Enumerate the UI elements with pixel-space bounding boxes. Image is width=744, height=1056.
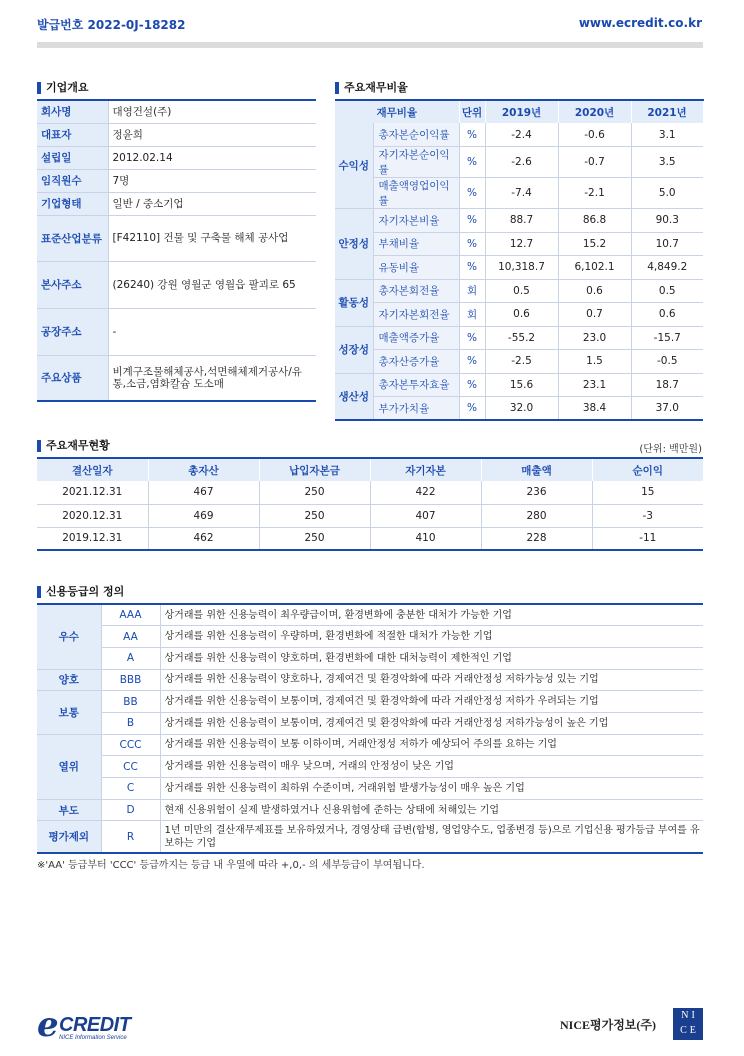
- fin-cell: 467: [148, 481, 259, 504]
- grade-code: BBB: [101, 669, 160, 691]
- fin-cell: 250: [259, 481, 370, 504]
- fin-cell: 422: [370, 481, 481, 504]
- fin-cell: 410: [370, 527, 481, 550]
- logo-subtitle: NICE Information Service: [59, 1035, 127, 1041]
- fin-cell: 250: [259, 527, 370, 550]
- fin-cell: -11: [592, 527, 703, 550]
- company-value: 비계구조물해체공사,석면해체제거공사/유통,소금,염화칼슘 도소매: [108, 355, 316, 401]
- ratio-unit: %: [459, 350, 485, 374]
- ratio-value: 38.4: [558, 397, 631, 421]
- fin-cell: 250: [259, 504, 370, 527]
- grade-description: 상거래를 위한 신용능력이 최우량급이며, 환경변화에 충분한 대처가 가능한 기업: [160, 604, 703, 626]
- table-row: [37, 481, 703, 504]
- grade-description: 상거래를 위한 신용능력이 보통이며, 경제여건 및 환경악화에 따라 거래안정성 저하가 우려되는 기업: [160, 691, 703, 713]
- ratio-value: -2.6: [485, 147, 558, 178]
- ratio-value: -2.4: [485, 123, 558, 147]
- ratio-value: 18.7: [631, 373, 703, 397]
- grade-code: R: [101, 821, 160, 853]
- ratio-value: 12.7: [485, 232, 558, 256]
- fin-cell: 462: [148, 527, 259, 550]
- ratio-value: 88.7: [485, 209, 558, 233]
- grade-description: 상거래를 위한 신용능력이 양호하나, 경제여건 및 환경악화에 따라 거래안정성 저하가능성 있는 기업: [160, 669, 703, 691]
- grade-code: A: [101, 647, 160, 669]
- ratio-value: 15.6: [485, 373, 558, 397]
- ratio-unit: %: [459, 256, 485, 280]
- ratio-value: -0.7: [558, 147, 631, 178]
- ratio-header: 재무비율: [335, 100, 459, 123]
- fin-cell: 407: [370, 504, 481, 527]
- company-key: 기업형태: [37, 192, 108, 215]
- nice-mark-letter: C: [680, 1025, 687, 1036]
- company-key: 주요상품: [37, 355, 108, 401]
- company-value: (26240) 강원 영월군 영월읍 팔괴로 65: [108, 261, 316, 308]
- ratio-name: 총자본회전율: [373, 279, 459, 303]
- ratio-value: 37.0: [631, 397, 703, 421]
- ratio-name: 자기자본회전율: [373, 303, 459, 327]
- issue-number: 발급번호 2022-0J-18282: [37, 18, 186, 32]
- ratio-group: 생산성: [335, 373, 373, 420]
- grade-description: 상거래를 위한 신용능력이 매우 낮으며, 거래의 안정성이 낮은 기업: [160, 756, 703, 778]
- ratio-name: 매출액증가율: [373, 326, 459, 350]
- ratio-value: 0.6: [558, 279, 631, 303]
- company-name: NICE평가정보(주): [560, 1018, 656, 1032]
- ratio-value: 4,849.2: [631, 256, 703, 280]
- ratio-name: 총자산증가율: [373, 350, 459, 374]
- header-divider: [37, 42, 703, 48]
- ratio-value: -2.1: [558, 178, 631, 209]
- grade-code: D: [101, 799, 160, 821]
- nice-mark-letter: I: [691, 1010, 695, 1021]
- ratio-value: -55.2: [485, 326, 558, 350]
- financial-status-table: [37, 457, 703, 551]
- ratio-unit: %: [459, 373, 485, 397]
- company-value: 2012.02.14: [108, 146, 316, 169]
- grade-code: B: [101, 712, 160, 734]
- company-key: 임직원수: [37, 169, 108, 192]
- fin-cell: 2021.12.31: [37, 481, 148, 504]
- section-title-company: 기업개요: [37, 81, 89, 95]
- ratio-unit: %: [459, 397, 485, 421]
- fin-header: 순이익: [592, 458, 703, 481]
- grade-category: 부도: [37, 799, 101, 821]
- table-row: [37, 527, 703, 550]
- table-row: [37, 504, 703, 527]
- fin-cell: 236: [481, 481, 592, 504]
- nice-mark-letter: E: [689, 1025, 696, 1036]
- ratio-value: 5.0: [631, 178, 703, 209]
- grade-code: BB: [101, 691, 160, 713]
- fin-header: 납입자본금: [259, 458, 370, 481]
- company-key: 공장주소: [37, 308, 108, 355]
- ratio-value: 0.6: [485, 303, 558, 327]
- ratio-header: 단위: [459, 100, 485, 123]
- ratio-value: 32.0: [485, 397, 558, 421]
- company-value: 정윤희: [108, 123, 316, 146]
- ratio-group: 성장성: [335, 326, 373, 373]
- fin-header: 총자산: [148, 458, 259, 481]
- company-value: 일반 / 중소기업: [108, 192, 316, 215]
- ratio-value: -2.5: [485, 350, 558, 374]
- company-value: [F42110] 건물 및 구축물 해체 공사업: [108, 215, 316, 261]
- fin-cell: -3: [592, 504, 703, 527]
- company-value: 대영건설(주): [108, 100, 316, 123]
- ratio-name: 부가가치율: [373, 397, 459, 421]
- ratio-value: 23.1: [558, 373, 631, 397]
- company-key: 회사명: [37, 100, 108, 123]
- ratio-name: 총자본투자효율: [373, 373, 459, 397]
- grade-description: 상거래를 위한 신용능력이 보통이며, 경제여건 및 환경악화에 따라 거래안정성 저하가능성이 높은 기업: [160, 712, 703, 734]
- company-overview-table: [37, 99, 316, 402]
- ratio-group: 활동성: [335, 279, 373, 326]
- ratio-unit: %: [459, 209, 485, 233]
- site-url[interactable]: www.ecredit.co.kr: [578, 16, 702, 30]
- company-key: 표준산업분류: [37, 215, 108, 261]
- ratio-value: 86.8: [558, 209, 631, 233]
- unit-note: (단위: 백만원): [639, 444, 702, 455]
- company-key: 본사주소: [37, 261, 108, 308]
- ratio-value: 10.7: [631, 232, 703, 256]
- grade-code: CCC: [101, 734, 160, 756]
- ratio-name: 자기자본비율: [373, 209, 459, 233]
- ratio-value: 15.2: [558, 232, 631, 256]
- ratio-unit: %: [459, 147, 485, 178]
- company-value: 7명: [108, 169, 316, 192]
- logo-word: CREDIT: [59, 1014, 131, 1036]
- grade-description: 상거래를 위한 신용능력이 최하위 수준이며, 거래위험 발생가능성이 매우 높은 기업: [160, 778, 703, 800]
- grade-code: AA: [101, 626, 160, 648]
- ratio-unit: %: [459, 123, 485, 147]
- ratio-value: 3.1: [631, 123, 703, 147]
- grade-code: CC: [101, 756, 160, 778]
- ratio-group: 안정성: [335, 209, 373, 280]
- ratio-value: 90.3: [631, 209, 703, 233]
- ratio-name: 자기자본순이익률: [373, 147, 459, 178]
- ratio-unit: 회: [459, 303, 485, 327]
- ratio-value: 3.5: [631, 147, 703, 178]
- ratio-value: -0.6: [558, 123, 631, 147]
- ratio-header: 2021년: [631, 100, 703, 123]
- grade-description: 상거래를 위한 신용능력이 보통 이하이며, 거래안정성 저하가 예상되어 주의를 요하는 기업: [160, 734, 703, 756]
- ratio-value: 0.7: [558, 303, 631, 327]
- ratio-header: 2019년: [485, 100, 558, 123]
- ratio-name: 매출액영업이익률: [373, 178, 459, 209]
- ratio-group: 수익성: [335, 123, 373, 209]
- ratio-name: 총자본순이익률: [373, 123, 459, 147]
- grade-category: 양호: [37, 669, 101, 691]
- nice-logo: [673, 1008, 703, 1040]
- fin-cell: 15: [592, 481, 703, 504]
- fin-header: 결산일자: [37, 458, 148, 481]
- grade-description: 현재 신용위험이 실제 발생하였거나 신용위험에 준하는 상태에 처해있는 기업: [160, 799, 703, 821]
- ratio-name: 부채비율: [373, 232, 459, 256]
- grade-footnote: ※'AA' 등급부터 'CCC' 등급까지는 등급 내 우열에 따라 +,0,- 의 세부등급이 부여됩니다.: [37, 860, 425, 871]
- grade-category: 열위: [37, 734, 101, 799]
- ratio-value: 10,318.7: [485, 256, 558, 280]
- ratio-header: 2020년: [558, 100, 631, 123]
- company-key: 대표자: [37, 123, 108, 146]
- ecredit-logo: [37, 1005, 147, 1045]
- fin-cell: 280: [481, 504, 592, 527]
- grade-category: 평가제외: [37, 821, 101, 853]
- ratio-value: 0.5: [485, 279, 558, 303]
- grade-category: 우수: [37, 604, 101, 669]
- credit-grade-table: [37, 603, 703, 854]
- ratio-unit: %: [459, 326, 485, 350]
- nice-mark-letter: N: [681, 1010, 689, 1021]
- logo-letter: e: [37, 1005, 59, 1045]
- ratio-unit: %: [459, 178, 485, 209]
- ratio-value: 1.5: [558, 350, 631, 374]
- financial-ratio-table: [335, 99, 704, 421]
- ratio-value: 0.6: [631, 303, 703, 327]
- fin-header: 자기자본: [370, 458, 481, 481]
- fin-cell: 2020.12.31: [37, 504, 148, 527]
- section-title-grades: 신용등급의 정의: [37, 585, 124, 599]
- ratio-value: -15.7: [631, 326, 703, 350]
- fin-cell: 469: [148, 504, 259, 527]
- ratio-value: 6,102.1: [558, 256, 631, 280]
- grade-description: 1년 미만의 결산재무제표를 보유하였거나, 경영상태 급변(합병, 영업양수도, 업종변경 등)으로 기업신용 평가등급 부여를 유보하는 기업: [160, 821, 703, 853]
- company-value: -: [108, 308, 316, 355]
- ratio-value: 23.0: [558, 326, 631, 350]
- ratio-unit: %: [459, 232, 485, 256]
- ratio-unit: 회: [459, 279, 485, 303]
- fin-header: 매출액: [481, 458, 592, 481]
- ratio-value: 0.5: [631, 279, 703, 303]
- company-key: 설립일: [37, 146, 108, 169]
- grade-code: C: [101, 778, 160, 800]
- grade-category: 보통: [37, 691, 101, 734]
- ratio-value: -7.4: [485, 178, 558, 209]
- section-title-financials: 주요재무현황: [37, 439, 110, 453]
- fin-cell: 228: [481, 527, 592, 550]
- ratio-value: -0.5: [631, 350, 703, 374]
- grade-description: 상거래를 위한 신용능력이 우량하며, 환경변화에 적절한 대처가 가능한 기업: [160, 626, 703, 648]
- grade-code: AAA: [101, 604, 160, 626]
- fin-cell: 2019.12.31: [37, 527, 148, 550]
- ratio-name: 유동비율: [373, 256, 459, 280]
- section-title-ratios: 주요재무비율: [335, 81, 408, 95]
- grade-description: 상거래를 위한 신용능력이 양호하며, 환경변화에 대한 대처능력이 제한적인 기업: [160, 647, 703, 669]
